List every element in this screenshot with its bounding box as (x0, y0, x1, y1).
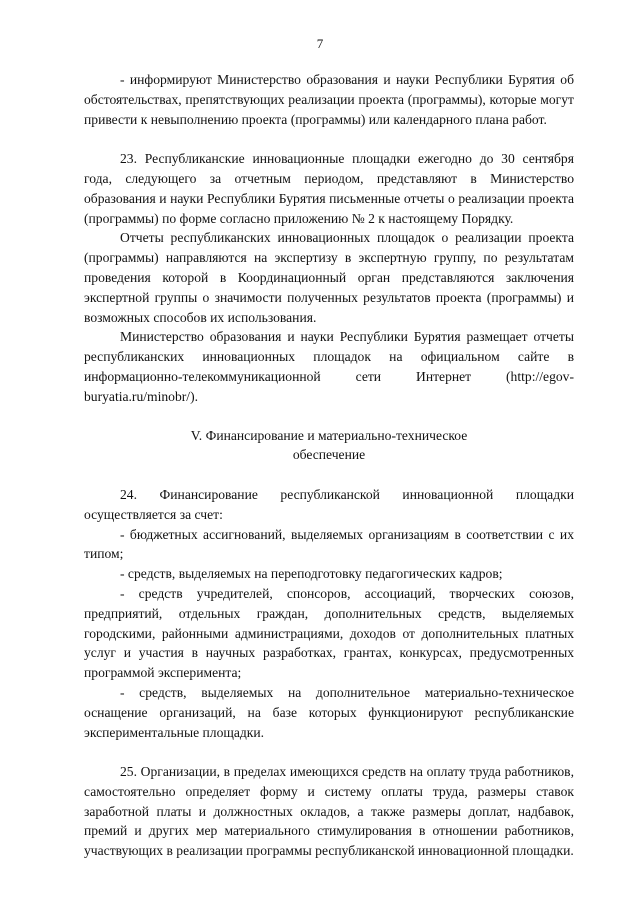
section-heading-line-1: V. Финансирование и материально-техническое (190, 427, 468, 443)
paragraph-25-payment: 25. Организации, в пределах имеющихся средств на оплату труда работников, самостоятельно определяет форму и систему оплаты труда, размеры ставок заработной платы и должностных окладов, а также размеры доплат, надбавок, премий и других мер материального стимулирования в отношении работников, участвующих в реализации программы республиканской инновационной площадки. (84, 764, 574, 859)
paragraph-23-reports: 23. Республиканские инновационные площадки ежегодно до 30 сентября года, следующего за отчетным периодом, представляют в Министерство образования и науки Республики Бурятия письменные отчеты о реализации проекта (программы) по форме согласно приложению № 2 к настоящему Порядку. (84, 151, 574, 226)
section-heading (84, 426, 574, 466)
list-item-retraining: - средств, выделяемых на переподготовку педагогических кадров; (120, 566, 503, 582)
paragraph-inform-ministry: - информируют Министерство образования и науки Республики Бурятия об обстоятельствах, препятствующих реализации проекта (программы), которые могут привести к невыполнению проекта (программы) или календарного плана работ. (84, 72, 574, 127)
list-item-equipment: - средств, выделяемых на дополнительное материально-техническое оснащение организаций, на базе которых функционируют республиканские экспериментальные площадки. (84, 684, 574, 740)
document-body (84, 70, 574, 861)
paragraph-expertise: Отчеты республиканских инновационных площадок о реализации проекта (программы) направляются на экспертизу в экспертную группу, по результатам проведения которой в Координационный орган представляются заключения экспертной группы о значимости полученных результатов проекта (программы) и возможных способов их использования. (84, 230, 574, 325)
page-number: 7 (316, 36, 324, 51)
list-item-budget: - бюджетных ассигнований, выделяемых организациям в соответствии с их типом; (84, 526, 574, 562)
paragraph-24-financing: 24. Финансирование республиканской инновационной площадки осуществляется за счет: (84, 486, 574, 522)
list-item-founders: - средств учредителей, спонсоров, ассоциаций, творческих союзов, предприятий, отдельных граждан, дополнительных средств, выделяемых городскими, районными администрациями, доходов от дополнительных платных услуг и участия в научных разработках, грантах, конкурсах, предусмотренных программой эксперимента; (84, 585, 574, 681)
section-heading-line-2: обеспечение (292, 447, 366, 463)
paragraph-publication: Министерство образования и науки Республики Бурятия размещает отчеты республиканских инновационных площадок на официальном сайте в информационно-телекоммуникационной сети Интернет (http://egov-buryatia.ru/minobr/). (84, 329, 574, 404)
